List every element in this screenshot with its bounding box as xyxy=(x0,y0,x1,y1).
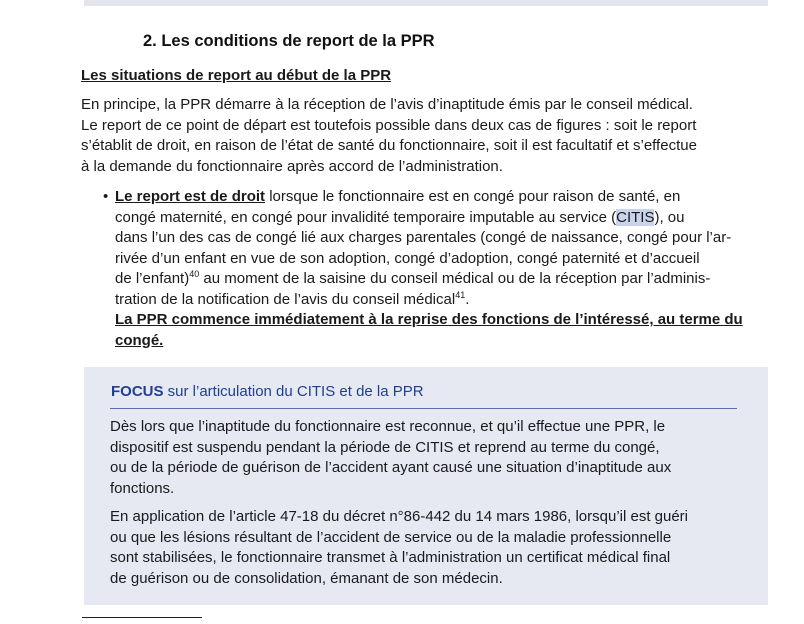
bullet-text: tration de la notification de l’avis du conseil médical xyxy=(115,290,456,308)
focus-title-bold: FOCUS xyxy=(111,383,164,400)
intro-line: s’établit de droit, en raison de l’état de santé du fonctionnaire, soit il est facultatif et s’effectue xyxy=(81,137,697,154)
bullet-text: lorsque le fonctionnaire est en congé pour raison de santé, en xyxy=(265,188,681,205)
focus-line: ou de la période de guérison de l’accident ayant causé une situation d’inaptitude aux xyxy=(110,459,672,476)
focus-line: sont stabilisées, le fonctionnaire transmet à l’administration un certificat médical final xyxy=(110,549,671,566)
section-title: 2. Les conditions de report de la PPR xyxy=(143,32,435,50)
focus-paragraph-1 xyxy=(110,417,750,499)
focus-paragraph-2 xyxy=(110,507,750,589)
bullet-body xyxy=(115,187,775,351)
bullet-conclusion: congé. xyxy=(115,331,164,349)
bullet-text: au moment de la saisine du conseil médical ou de la réception par l’adminis- xyxy=(199,270,711,287)
bullet-line: rivée d’un enfant en vue de son adoption, congé d’adoption, congé paternité et d’accueil xyxy=(115,249,700,267)
focus-line: fonctions. xyxy=(110,479,175,497)
focus-line: de guérison ou de consolidation, émanant de son médecin. xyxy=(110,569,503,587)
bullet-line xyxy=(115,269,775,290)
bullet-text: de l’enfant) xyxy=(115,270,190,287)
focus-title-rest: sur l’articulation du CITIS et de la PPR xyxy=(163,383,424,400)
footnote-separator xyxy=(82,617,202,618)
bullet-text: ), ou xyxy=(654,208,685,226)
subheading: Les situations de report au début de la PPR xyxy=(81,67,392,84)
footnote-ref-41[interactable]: 41 xyxy=(455,289,466,300)
intro-paragraph xyxy=(81,95,771,177)
bullet-text: congé maternité, en congé pour invalidité temporaire imputable au service ( xyxy=(115,208,617,226)
bullet-marker: • xyxy=(103,188,109,205)
bullet-line xyxy=(115,187,775,208)
bullet-conclusion: La PPR commence immédiatement à la reprise des fonctions de l’intéressé, au terme du xyxy=(115,311,743,328)
previous-box-bottom xyxy=(84,0,768,6)
bullet-text: . xyxy=(465,290,470,308)
bullet-lead: Le report est de droit xyxy=(115,188,266,205)
focus-line: En application de l’article 47-18 du décret n°86-442 du 14 mars 1986, lorsqu’il est guéri xyxy=(110,508,689,525)
citis-highlight: CITIS xyxy=(616,208,655,226)
focus-title xyxy=(111,383,424,400)
focus-line: ou que les lésions résultant de l’accident de service ou de la maladie professionnelle xyxy=(110,528,672,546)
bullet-line xyxy=(115,290,775,311)
focus-box xyxy=(84,367,768,605)
intro-line: En principe, la PPR démarre à la réception de l’avis d’inaptitude émis par le conseil médical. xyxy=(81,96,693,113)
focus-line: dispositif est suspendu pendant la période de CITIS et reprend au terme du congé, xyxy=(110,438,660,456)
focus-line: Dès lors que l’inaptitude du fonctionnaire est reconnue, et qu’il effectue une PPR, le xyxy=(110,418,666,435)
intro-line: Le report de ce point de départ est toutefois possible dans deux cas de figures : soit le report xyxy=(81,116,697,134)
footnote-ref-40[interactable]: 40 xyxy=(189,269,200,279)
bullet-line: dans l’un des cas de congé lié aux charges parentales (congé de naissance, congé pour l’ar- xyxy=(115,229,732,246)
bullet-line xyxy=(115,208,775,229)
intro-line: à la demande du fonctionnaire après accord de l’administration. xyxy=(81,157,503,175)
focus-divider xyxy=(110,408,737,409)
